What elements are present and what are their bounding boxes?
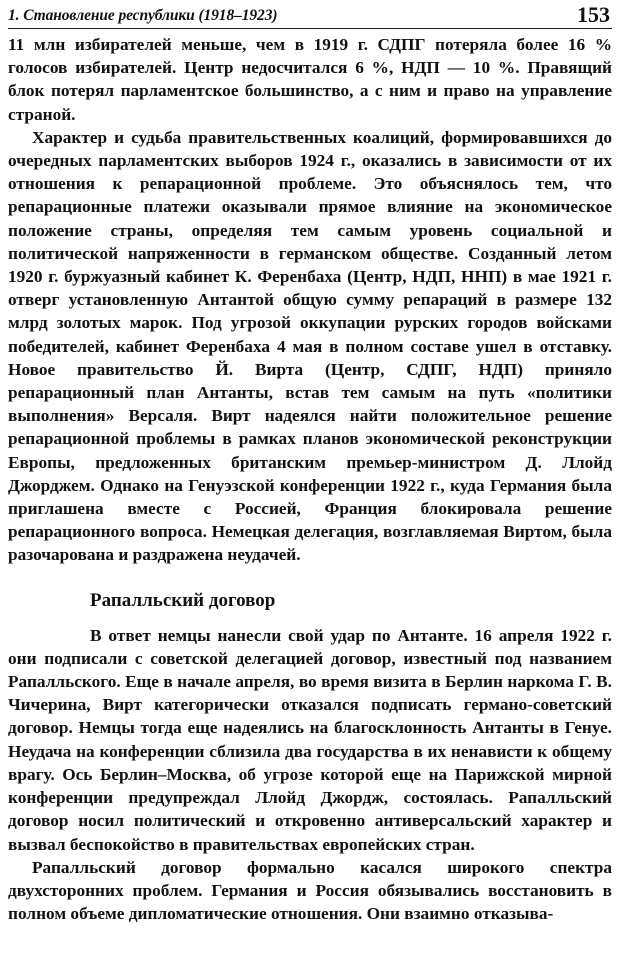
running-header [8, 4, 612, 29]
paragraph-coalitions: Характер и судьба правительственных коалиций, формировавшихся до очередных парламентских выборов 1924 г., оказались в зависимости от их отношения к репарационной проблеме. Это объяснялось тем, что репарационные платежи оказывали прямое влияние на экономическое положение страны, определяя тем самым уровень социальной и политической напряженности в германском обществе. Созданный летом 1920 г. буржуазный кабинет К. Ференбаха (Центр, НДП, ННП) в мае 1921 г. отверг установленную Антантой общую сумму репараций в размере 132 млрд золотых марок. Под угрозой оккупации рурских городов войсками победителей, кабинет Ференбаха 4 мая в полном составе ушел в отставку. Новое правительство Й. Вирта (Центр, СДПГ, НДП) приняло репарационный план Антанты, встав тем самым на путь «политики выполнения» Версаля. Вирт надеялся найти положительное решение репарационной проблемы в рамках планов экономической реконструкции Европы, предложенных британским премьер-министром Д. Ллойд Джорджем. Однако на Генуэзской конференции 1922 г., куда Германия была приглашена вместе с Россией, Франция блокировала решение репарационного вопроса. Немецкая делегация, возглавляемая Виртом, была разочарована и раздражена неудачей. [8, 127, 612, 565]
paragraph-rapallo-terms: Рапалльский договор формально касался широкого спектра двухсторонних проблем. Германия и Россия обязывались восстановить в полном объеме дипломатические отношения. Они взаимно отказыва- [8, 857, 612, 924]
page-number: 153 [577, 2, 610, 27]
book-page [8, 0, 615, 968]
body-text [8, 33, 612, 925]
paragraph-rapallo-intro: В ответ немцы нанесли свой удар по Антанте. 16 апреля 1922 г. они подписали с советской делегацией договор, известный под названием Рапалльского. Еще в начале апреля, во время визита в Берлин наркома Г. В. Чичерина, Вирт категорически отказался подписать германо-советский договор. Немцы тогда еще надеялись на благосклонность Антанты в Генуе. Неудача на конференции сблизила два государства в их ненависти к общему врагу. Ось Берлин–Москва, об угрозе которой еще на Парижской мирной конференции предупреждал Ллойд Джордж, состоялась. Рапалльский договор носил политический и откровенно антиверсальский характер и вызвал беспокойство в правительствах европейских стран. [8, 625, 612, 854]
paragraph-continued: 11 млн избирателей меньше, чем в 1919 г. СДПГ потеряла более 16 % голосов избирателей. Центр недосчитался 6 %, НДП — 10 %. Правящий блок потерял парламентское большинство, а с ним и право на управление страной. [8, 35, 612, 124]
section-heading: Рапалльский договор [90, 589, 276, 611]
running-title: 1. Становление республики (1918–1923) [8, 7, 278, 24]
